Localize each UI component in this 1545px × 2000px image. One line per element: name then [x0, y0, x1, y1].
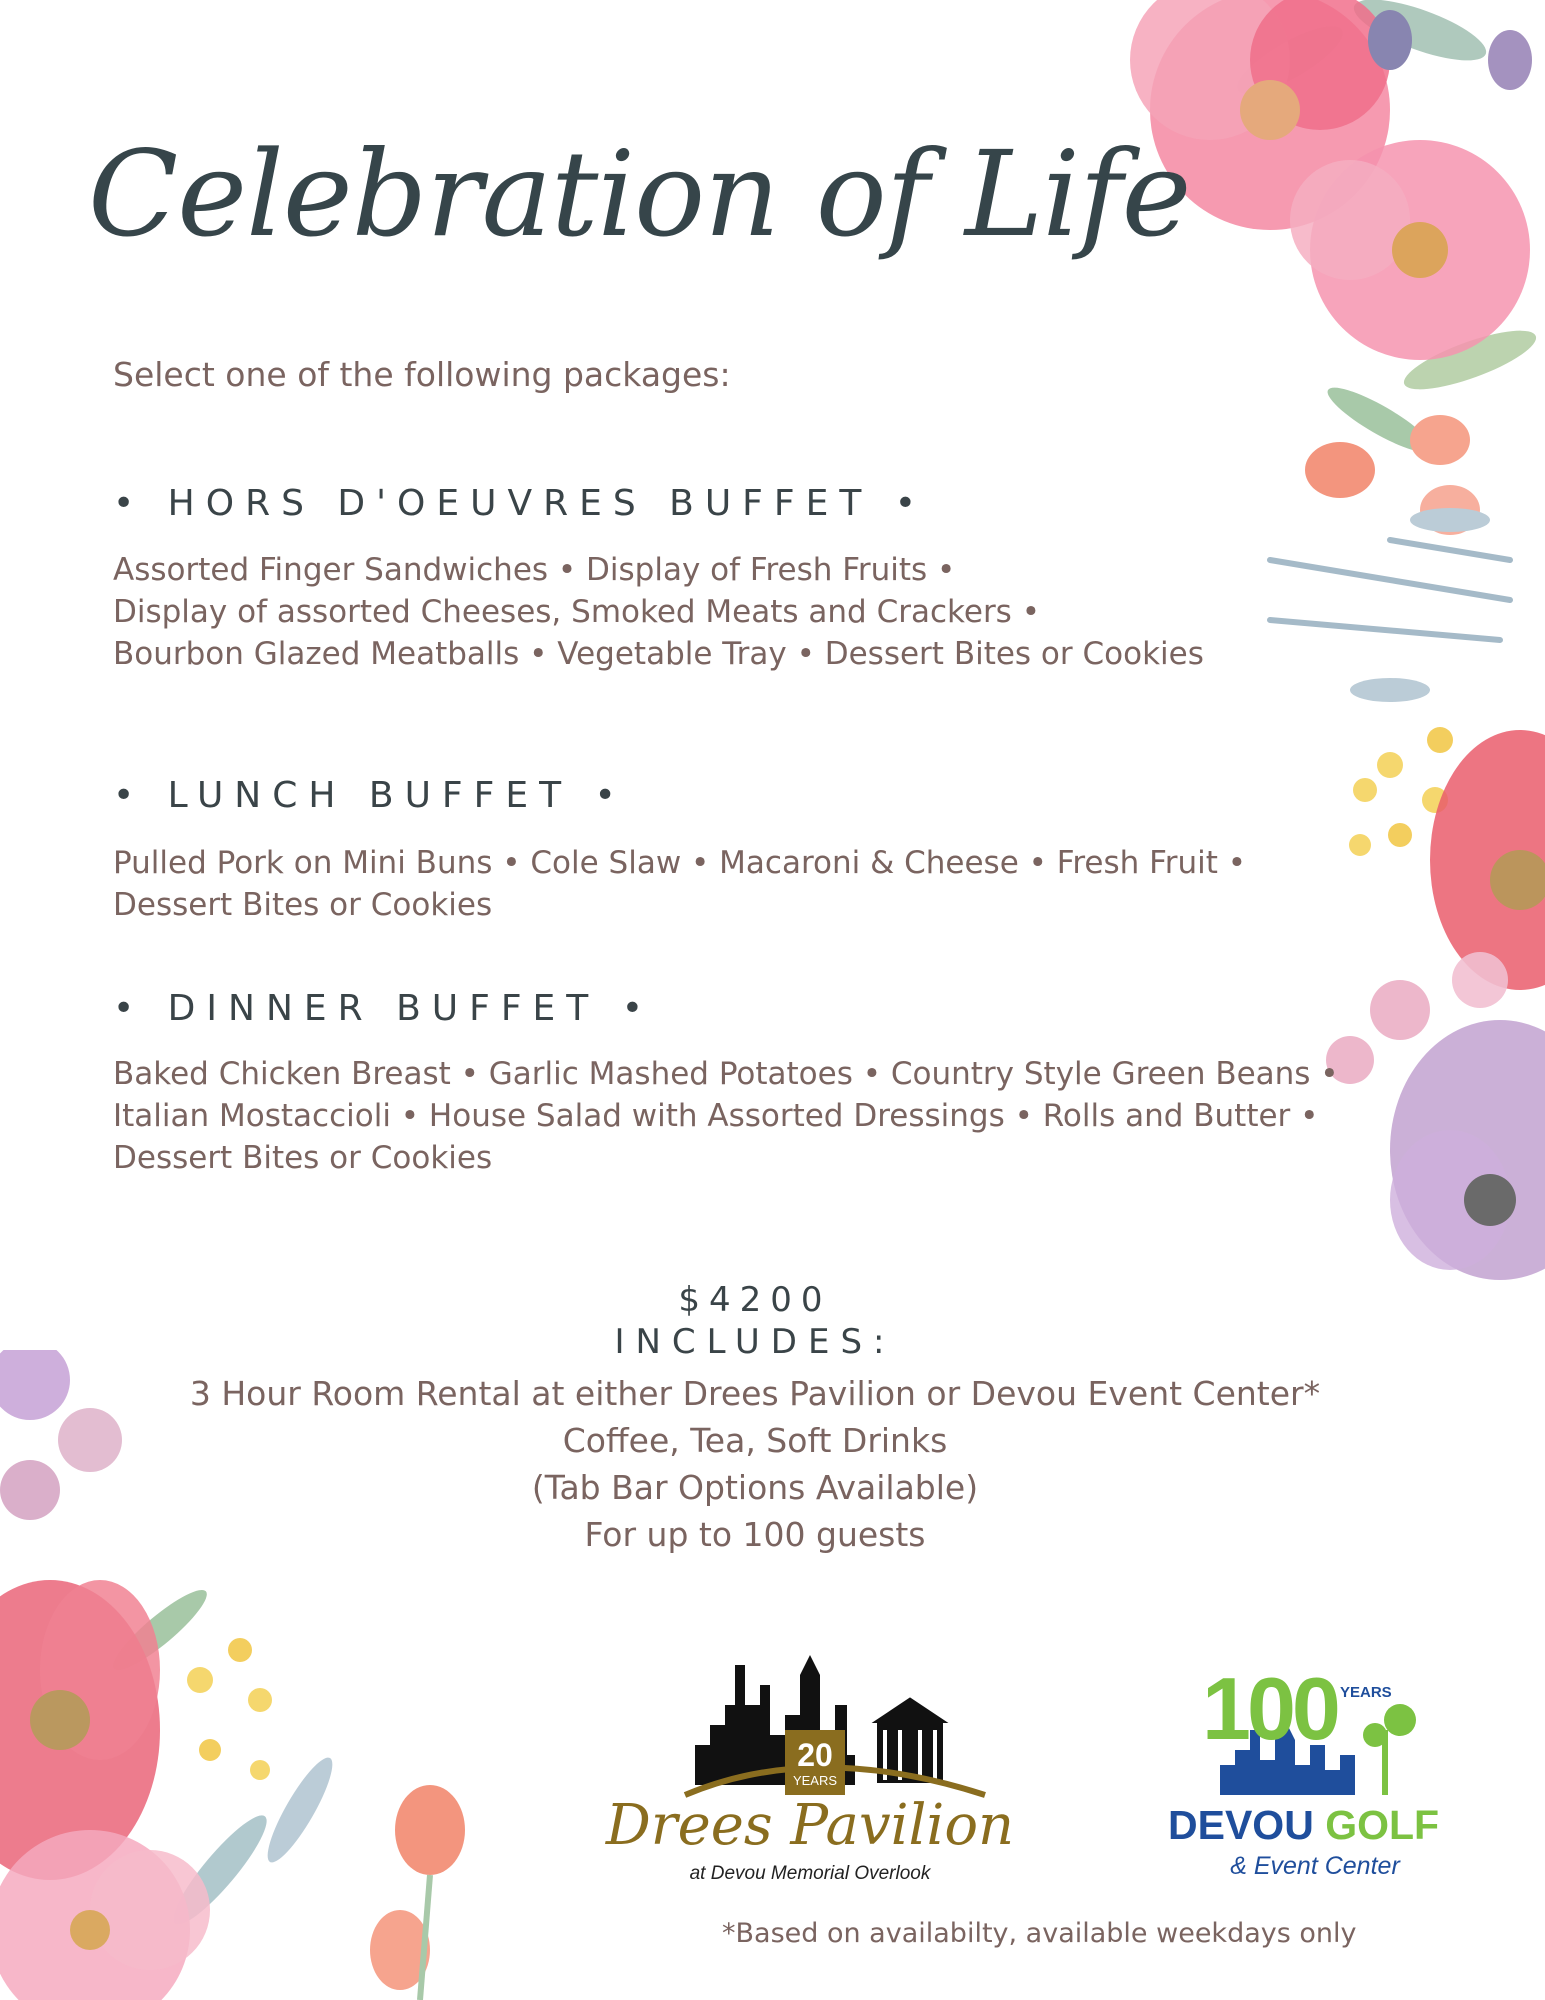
- devou-years-label: YEARS: [1340, 1684, 1392, 1701]
- includes-item: 3 Hour Room Rental at either Drees Pavilion or Devou Event Center*: [189, 1374, 1321, 1413]
- drees-pavilion-name: Drees Pavilion: [605, 1793, 1015, 1858]
- includes-item: Coffee, Tea, Soft Drinks: [562, 1421, 948, 1460]
- drees-pavilion-logo: [585, 1645, 1035, 1885]
- drees-pavilion-subtitle: at Devou Memorial Overlook: [689, 1863, 931, 1884]
- drees-badge-number: 20: [797, 1737, 833, 1773]
- section-heading-hors-doeuvres: • HORS D'OEUVRES BUFFET •: [113, 483, 927, 524]
- menu-line: Dessert Bites or Cookies: [113, 1140, 493, 1176]
- menu-line: Pulled Pork on Mini Buns • Cole Slaw • Macaroni & Cheese • Fresh Fruit •: [113, 845, 1247, 881]
- menu-line: Baked Chicken Breast • Garlic Mashed Potatoes • Country Style Green Beans •: [113, 1056, 1339, 1092]
- footnote: *Based on availabilty, available weekdays only: [722, 1918, 1357, 1949]
- section-body-lunch: [113, 842, 1343, 926]
- devou-100-number: 100: [1202, 1659, 1337, 1758]
- includes-list: [0, 1370, 1510, 1558]
- package-price: $4200: [678, 1280, 832, 1320]
- intro-text: Select one of the following packages:: [113, 355, 731, 394]
- menu-line: Display of assorted Cheeses, Smoked Meats and Crackers •: [113, 594, 1040, 630]
- devou-name-part2: GOLF: [1325, 1802, 1440, 1848]
- includes-label: INCLUDES:: [614, 1322, 896, 1362]
- devou-golf-name: [1168, 1802, 1439, 1849]
- devou-subtitle: & Event Center: [1230, 1852, 1400, 1880]
- page-title: Celebration of Life: [88, 125, 1191, 263]
- section-heading-lunch: • LUNCH BUFFET •: [113, 775, 627, 816]
- devou-name-part1: DEVOU: [1168, 1802, 1314, 1848]
- includes-item: (Tab Bar Options Available): [531, 1468, 979, 1507]
- drees-badge-label: YEARS: [792, 1773, 838, 1788]
- menu-line: Bourbon Glazed Meatballs • Vegetable Tray • Dessert Bites or Cookies: [113, 636, 1204, 672]
- section-body-hors-doeuvres: [113, 549, 1343, 675]
- section-body-dinner: [113, 1053, 1343, 1179]
- devou-golf-logo: [1160, 1659, 1470, 1885]
- menu-line: Assorted Finger Sandwiches • Display of Fresh Fruits •: [113, 552, 956, 588]
- includes-item: For up to 100 guests: [584, 1515, 926, 1554]
- menu-line: Dessert Bites or Cookies: [113, 887, 493, 923]
- section-heading-dinner: • DINNER BUFFET •: [113, 988, 654, 1029]
- menu-line: Italian Mostaccioli • House Salad with Assorted Dressings • Rolls and Butter •: [113, 1098, 1319, 1134]
